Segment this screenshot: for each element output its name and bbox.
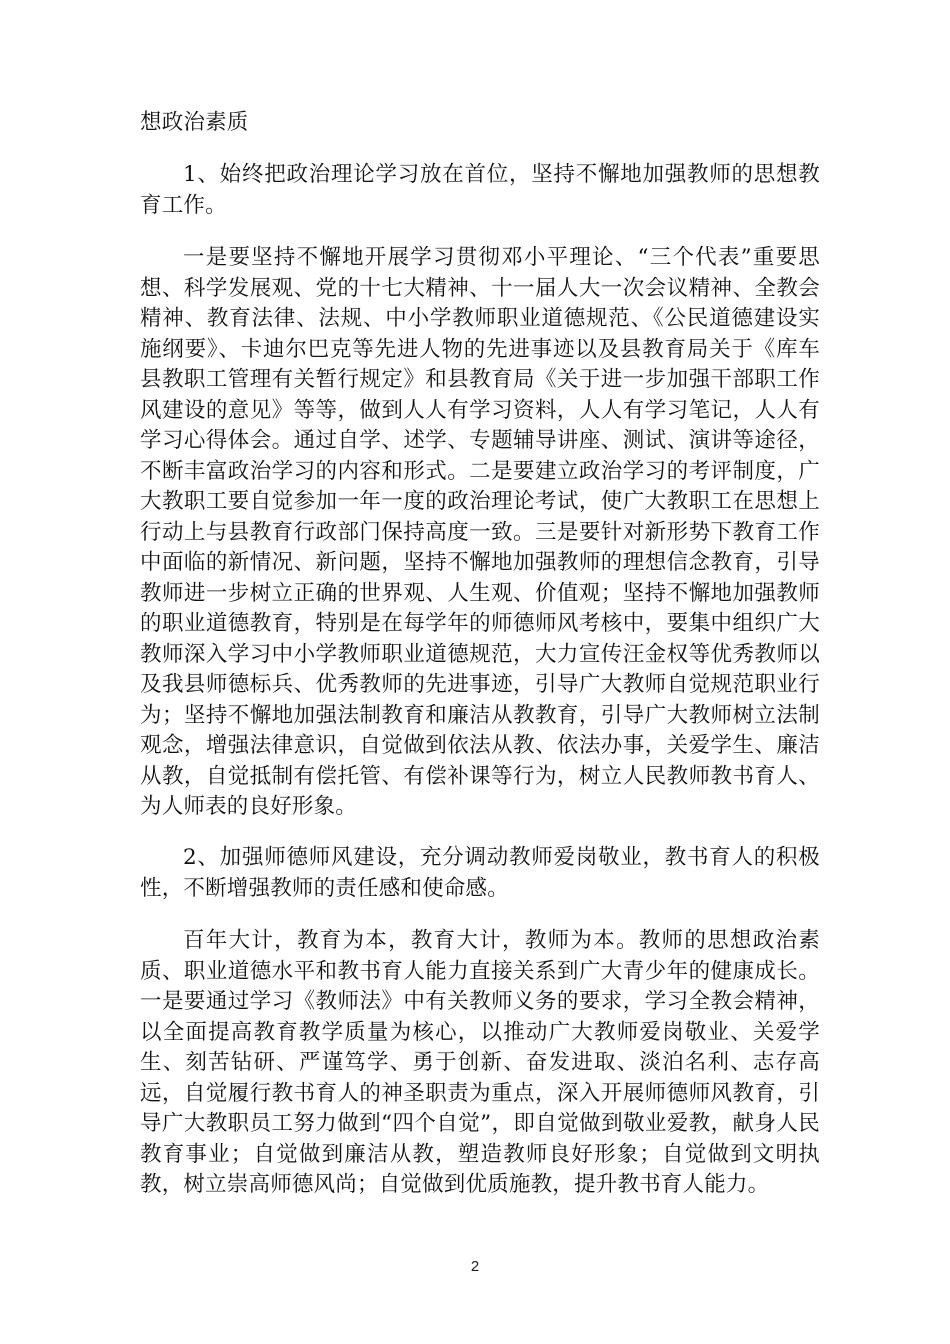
continued-heading-text: 想政治素质 bbox=[140, 110, 249, 135]
paragraph-1-body: 一是要坚持不懈地开展学习贯彻邓小平理论、“三个代表”重要思想、科学发展观、党的十七大精神、十一届人大一次会议精神、全教会精神、教育法律、法规、中小学教师职业道德规范、《公民道德建设实施纲要》、卡迪尔巴克等先进人物的先进事迹以及县教育局关于《库车县教职工管理有关暂行规定》和县教育局《关于进一步加强干部职工作风建设的意见》等等，做到人人有学习资料，人人有学习笔记，人人有学习心得体会。通过自学、述学、专题辅导讲座、测试、演讲等途径，不断丰富政治学习的内容和形式。二是要建立政治学习的考评制度，广大教职工要自觉参加一年一度的政治理论考试，使广大教职工在思想上行动上与县教育行政部门保持高度一致。三是要针对新形势下教育工作中面临的新情况、新问题，坚持不懈地加强教师的理想信念教育，引导教师进一步树立正确的世界观、人生观、价值观；坚持不懈地加强教师的职业道德教育，特别是在每学年的师德师风考核中，要集中组织广大教师深入学习中小学教师职业道德规范，大力宣传汪金权等优秀教师以及我县师德标兵、优秀教师的先进事迹，引导广大教师自觉规范职业行为；坚持不懈地加强法制教育和廉洁从教教育，引导广大教师树立法制观念，增强法律意识，自觉做到依法从教、依法办事，关爱学生、廉洁从教，自觉抵制有偿托管、有偿补课等行为，树立人民教师教书育人、为人师表的良好形象。 bbox=[140, 245, 820, 819]
paragraph-2-heading: 2、加强师德师风建设，充分调动教师爱岗敬业，教书育人的积极性，不断增强教师的责任感和使命感。 bbox=[140, 845, 820, 901]
paragraph-2-body: 百年大计，教育为本，教育大计，教师为本。教师的思想政治素质、职业道德水平和教书育人能力直接关系到广大青少年的健康成长。一是要通过学习《教师法》中有关教师义务的要求，学习全教会精神，以全面提高教育教学质量为核心，以推动广大教师爱岗敬业、关爱学生、刻苦钻研、严谨笃学、勇于创新、奋发进取、淡泊名利、志存高远，自觉履行教书育人的神圣职责为重点，深入开展师德师风教育，引导广大教职员工努力做到“四个自觉”，即自觉做到敬业爱教，献身人民教育事业；自觉做到廉洁从教，塑造教师良好形象；自觉做到文明执教，树立崇高师德风尚；自觉做到优质施教，提升教书育人能力。 bbox=[140, 928, 820, 1197]
page-number: 2 bbox=[470, 1258, 480, 1275]
paragraph-1-heading: 1、始终把政治理论学习放在首位，坚持不懈地加强教师的思想教育工作。 bbox=[140, 162, 820, 218]
